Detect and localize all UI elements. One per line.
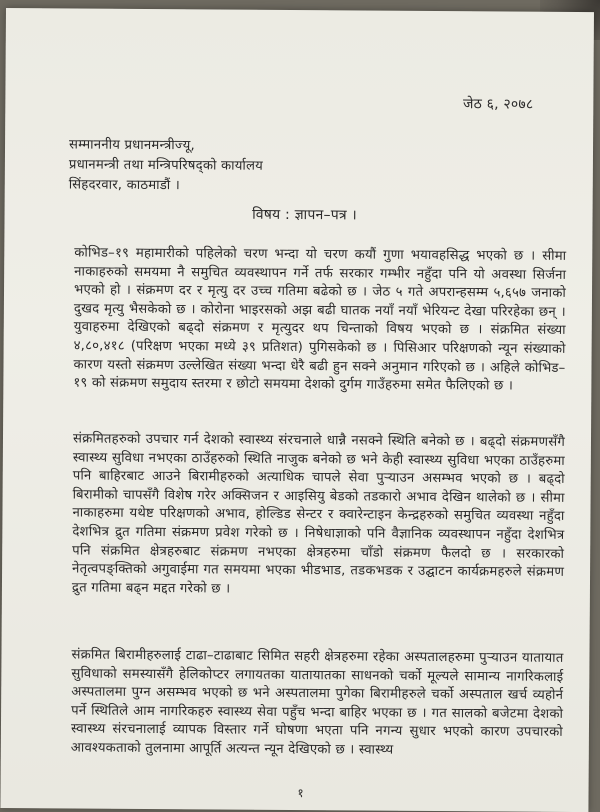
document-page <box>0 8 594 812</box>
body-paragraph-3: संक्रमित बिरामीहरुलाई टाढा–टाढाबाट सिमित सहरी क्षेत्रहरुमा रहेका अस्पतालहरुमा पुऱ्याउन यातायात सुविधाको समस्यासँगै हेलिकोप्टर लगायतका यातायातका साधनको चर्को मूल्यले सामान्य नागरिकलाई अस्पतालमा पुग्न असम्भव भएको छ भने अस्पतालमा पुगेका बिरामीहरुले चर्को अस्पताल खर्च व्यहोर्न पर्ने स्थितिले आम नागरिकहरु स्वास्थ्य सेवा पहुँच भन्दा बाहिर भएका छ । गत सालको बजेटमा देशको स्वास्थ्य संरचनालाई व्यापक विस्तार गर्ने घोषणा भएता पनि नगन्य सुधार भएको कारण उपचारको आवश्यकताको तुलनामा आपूर्ति अत्यन्त न्यून देखिएको छ । स्वास्थ्य <box>70 647 564 758</box>
letter-subject: विषय : ज्ञापन–पत्र । <box>252 206 358 224</box>
address-line-3: सिंहदरवार, काठमाडौं । <box>68 177 181 194</box>
body-paragraph-1: कोभिड–१९ महामारीको पहिलेको चरण भन्दा यो चरण कयौं गुणा भयावहसिद्ध भएको छ । सीमा नाकाहरुको समयमा नै समुचित व्यवस्थापन गर्ने तर्फ सरकार गम्भीर नहुँदा पनि यो अवस्था सिर्जना भएको हो । संक्रमण दर र मृत्यु दर उच्च गतिमा बढेको छ । जेठ ५ गते अपरान्हसम्म ५,६५७ जनाको दुखद मृत्यु भैसकेको छ । कोरोना भाइरसको अझ बढी घातक नयाँ नयाँ भेरियन्ट देखा परिरहेका छन् । युवाहरुमा देखिएको बढ्दो संक्रमण र मृत्युदर थप चिन्ताको विषय भएको छ । संक्रमित संख्या ४,८०,४१८ (परिक्षण भएका मध्ये ३९ प्रतिशत) पुगिसकेको छ । पिसिआर परिक्षणको न्यून संख्याको कारण यस्तो संक्रमण उल्लेखित संख्या भन्दा धेरै बढी हुन सक्ने अनुमान गरिएको छ । अहिले कोभिड–१९ को संक्रमण समुदाय स्तरमा र छोटो समयमा देशको दुर्गम गाउँहरुमा समेत फैलिएको छ । <box>73 245 567 394</box>
page-number: १ <box>297 786 304 801</box>
recipient-address <box>69 136 539 199</box>
letter-date: जेठ ६, २०७८ <box>463 96 534 113</box>
body-paragraph-2: संक्रमितहरुको उपचार गर्न देशको स्वास्थ्य संरचनाले धान्नै नसक्ने स्थिति बनेको छ । बढ्दो संक्रमणसँगै स्वास्थ्य सुविधा नभएका ठाउँहरुको स्थिति नाजुक बनेको छ भने केही स्वास्थ्य सुविधा भएका ठाउँहरुमा पनि बाहिरबाट आउने बिरामीहरुको अत्याधिक चापले सेवा पुऱ्याउन असम्भव भएको छ । बढ्दो बिरामीको चापसँगै विशेष गरेर अक्सिजन र आइसियु बेडको तडकारो अभाव देखिन थालेको छ । सीमा नाकाहरुमा यथेष्ट परिक्षणको अभाव, होल्डिड सेन्टर र क्वारेन्टाइन केन्द्रहरुको समुचित व्यवस्था नहुँदा देशभित्र द्रुत गतिमा संक्रमण प्रवेश गरेको छ । निषेधाज्ञाको पनि वैज्ञानिक व्यवस्थापन नहुँदा देशभित्र पनि संक्रमित क्षेत्रहरुबाट संक्रमण नभएका क्षेत्रहरुमा चाँडो संक्रमण फैलदो छ । सरकारको नेतृत्वपङ्क्तिको अगुवाईमा गत समयमा भएका भीडभाड, तडकभडक र उद्घाटन कार्यक्रमहरुले संक्रमण द्रुत गतिमा बढ्न मद्दत गरेको छ । <box>71 431 566 597</box>
address-line-1: सम्माननीय प्रधानमन्त्रीज्यू, <box>68 137 195 154</box>
address-line-2: प्रधानमन्त्री तथा मन्त्रिपरिषद्को कार्यालय <box>68 157 264 174</box>
